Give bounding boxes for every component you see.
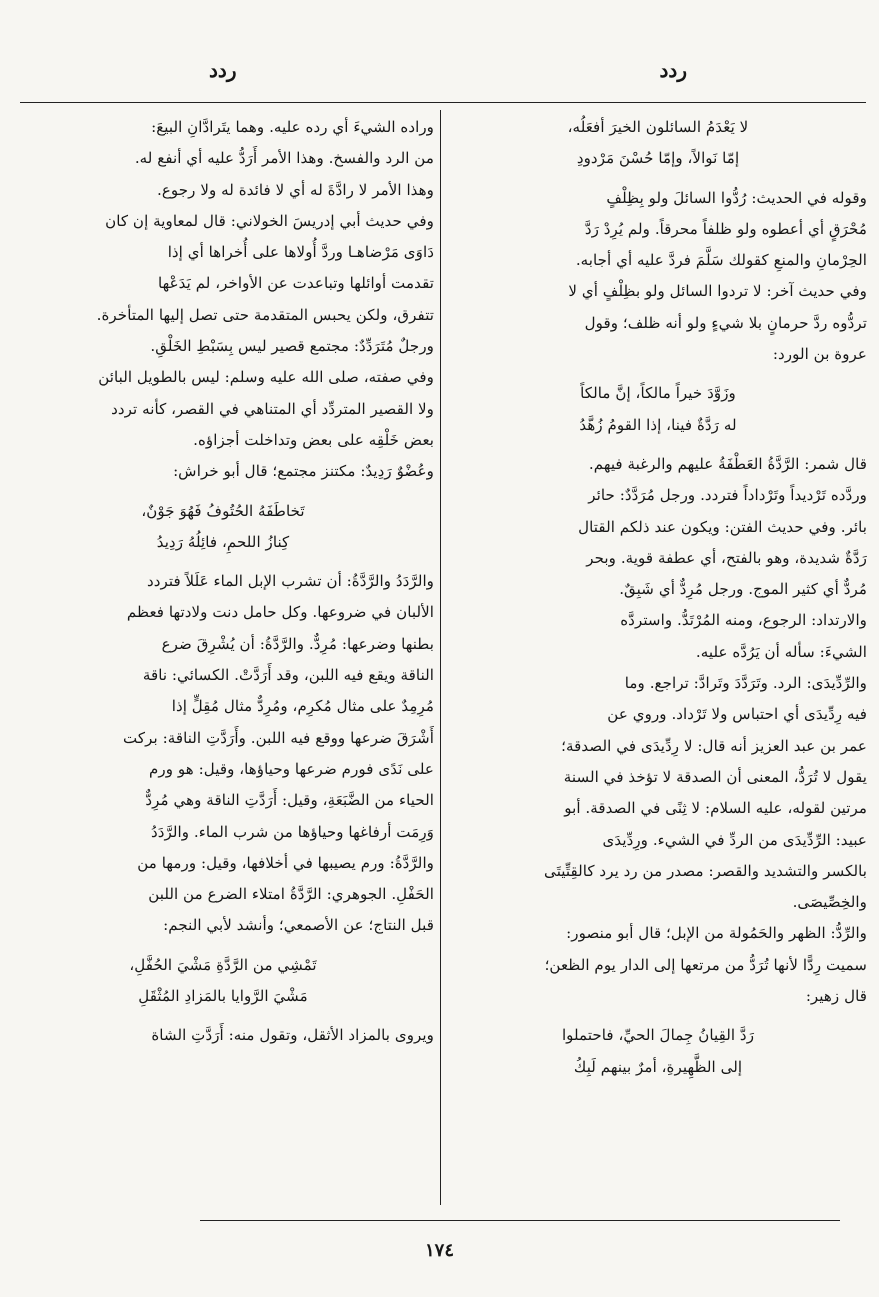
left-text-column xyxy=(12,112,434,1052)
text-line: مُرِمِدٌ على مثال مُكرِم، ومُرِدٌّ مثال مُقِلٍّ إذا xyxy=(171,697,434,716)
spacer xyxy=(12,488,434,496)
verse-line: رَدَّ القِيانُ جِمالَ الحيِّ، فاحتملوا xyxy=(561,1026,755,1045)
verse-line: تَمْشِي من الرَّدَّةِ مَشْيَ الحُفَّلِ، xyxy=(129,955,317,974)
text-line: بالكسر والتشديد والقصر: مصدر من رد يرد كالقِتِّيتَى xyxy=(544,861,867,880)
text-line: يقول لا تُرَدُّ، المعنى أن الصدقة لا تؤخذ في السنة xyxy=(563,767,867,786)
right-text-column xyxy=(449,112,867,1083)
text-line: ويروى بالمزاد الأثقل، وتقول منه: أَرَدَّتِ الشاة xyxy=(151,1026,434,1045)
verse-line: إلى الظَّهِيرةِ، أمرٌ بينهم لَبِكُ xyxy=(573,1057,743,1076)
verse-line: تَخاطَفَهُ الحُتُوفُ فَهُوَ جَوْنٌ، xyxy=(141,501,305,520)
spacer xyxy=(449,175,867,183)
verse-line: مَشْيَ الرَّوايا بالمَزادِ المُثْقَلِ xyxy=(138,987,308,1006)
page-number: ١٧٤ xyxy=(424,1240,454,1261)
text-line: والرِّدُّ: الظهر والحَمُولة من الإبل؛ قال أبو منصور: xyxy=(566,924,867,943)
footer-rule xyxy=(200,1220,840,1221)
text-line: والرَّدَدُ والرَّدَّةُ: أن تشرب الإبل الماء عَلَلاً فتردد xyxy=(146,572,434,591)
text-line: وعُضْوٌ رَدِيدٌ: مكتنز مجتمع؛ قال أبو خراش: xyxy=(173,462,434,481)
running-head-right: ردد xyxy=(659,58,687,82)
text-line: ورجلٌ مُتَرَدِّدٌ: مجتمع قصير ليس بِسَبْطِ الخَلْقِ. xyxy=(150,337,434,356)
text-line: الناقة ويقع فيه اللبن، وقد أَرَدَّتْ. الكسائي: ناقة xyxy=(142,666,434,685)
verse-line: له رَدَّةٌ فينا، إذا القومُ زُهَّدُ xyxy=(579,415,737,434)
text-line: فيه رِدِّيدَى أي احتباس ولا تَرْداد. وروي عن xyxy=(607,705,867,724)
verse-line: وزَوَّدَ خيراً مالكاً، إنَّ مالكاً xyxy=(580,384,736,403)
verse-line: إمّا نَوالاً، وإمّا حُسْنَ مَرْدودِ xyxy=(576,149,740,168)
text-line: تردُّوه ردَّ حرمانٍ بلا شيءٍ ولو أنه ظلف؛ وقول xyxy=(584,313,867,332)
spacer xyxy=(449,370,867,378)
text-line: قال شمر: الرَّدَّةُ العَطْفَةُ عليهم والرغبة فيهم. xyxy=(588,454,867,473)
running-head-left: ردد xyxy=(209,58,237,82)
spacer xyxy=(12,942,434,950)
text-line: على نَدًى فورم ضرعها وحياؤها، وقيل: هو ورم xyxy=(149,759,434,778)
text-line: وراده الشيءَ أي رده عليه. وهما يتَرادَّانِ البيعَ: xyxy=(151,118,434,136)
spacer xyxy=(12,558,434,566)
text-line: أَشْرَقَ ضرعها ووقع فيه اللبن. وأَرَدَّتِ الناقة: بركت xyxy=(123,728,434,747)
text-line: الشيءَ: سأله أن يَرُدَّه عليه. xyxy=(695,642,867,661)
verse-line: كِنازُ اللحمِ، فائِلُهُ رَدِيدُ xyxy=(156,532,290,551)
text-line: عبيد: الرِّدِّيدَى من الردِّ في الشيء. ورِدِّيدَى xyxy=(602,830,867,849)
text-line: وفي صفته، صلى الله عليه وسلم: ليس بالطويل البائن xyxy=(98,368,434,387)
text-line: مُحْرَقٍ أي أعطوه ولو ظلفاً محرقاً. ولم يُرِدْ رَدَّ xyxy=(584,219,867,238)
text-line: بطنها وضرعها: مُرِدٌّ. والرَّدَّةُ: أن يُشْرِقَ ضرع xyxy=(161,634,434,653)
text-line: مرتين لقوله، عليه السلام: لا ثِنًى في الصدقة. أبو xyxy=(564,799,867,818)
spacer xyxy=(449,1012,867,1020)
text-line: والخِصِّيصَى. xyxy=(792,893,867,912)
text-line: ولا القصير المتردِّد أي المتناهي في القصر، كأنه تردد xyxy=(111,399,434,418)
text-line: وقوله في الحديث: رُدُّوا السائلَ ولو بِظِلْفٍ xyxy=(606,188,867,207)
text-line: والرِّدِّيدَى: الرد. وتَرَدَّدَ وتَرادَّ: تراجع. وما xyxy=(624,674,867,693)
text-line: الحياء من الضَّبَعَةِ، وقيل: أَرَدَّتِ الناقة وهي مُرِدٌّ xyxy=(145,791,434,810)
text-line: رَدَّةٌ شديدة، وهو بالفتح، أي عطفة قوية. وبحر xyxy=(586,548,867,567)
text-line: الحَفْلِ. الجوهري: الرَّدَّةُ امتلاء الضرع من اللبن xyxy=(148,885,434,904)
verse-line: لا يَعْدَمُ السائلون الخيرَ أفعَلُه، xyxy=(567,118,749,136)
text-line: وَرِمَت أرفاغها وحياؤها من شرب الماء. والرَّدَدُ xyxy=(150,822,434,841)
text-line: بعض خَلْقِه على بعض وتداخلت أجزاؤه. xyxy=(193,430,434,449)
text-line: قال زهير: xyxy=(805,987,867,1006)
spacer xyxy=(12,1012,434,1020)
text-line: وهذا الأمر لا رادَّةَ له أي لا فائدة له ولا رجوع. xyxy=(157,180,434,199)
text-line: عمر بن عبد العزيز أنه قال: لا رِدِّيدَى في الصدقة؛ xyxy=(561,736,867,755)
text-line: بائر. وفي حديث الفتن: ويكون عند ذلكم القتال xyxy=(578,517,867,536)
text-line: تقدمت أوائلها وتباعدت عن الأواخر، لم يَدَعْها xyxy=(157,274,434,293)
text-line: والرَّدَّةُ: ورم يصيبها في أخلافها، وقيل: ورمها من xyxy=(137,853,434,872)
text-line: وردَّده تَرْديداً وتَرْداداً فتردد. ورجل مُرَدَّدٌ: حائر xyxy=(588,486,867,505)
text-line: الألبان في ضروعها. وكل حامل دنت ولادتها فعظم xyxy=(126,603,434,622)
text-line: من الرد والفسخ. وهذا الأمر أَرَدُّ عليه أي أنفع له. xyxy=(134,149,434,168)
text-line: تتفرق، ولكن يحبس المتقدمة حتى تصل إليها المتأخرة. xyxy=(96,305,434,324)
text-line: وفي حديث آخر: لا تردوا السائل ولو بظِلْفٍ أي لا xyxy=(568,282,867,301)
text-line: الحِرْمانِ والمنعِ كقولك سَلَّمَ فردَّ عليه أي أجابه. xyxy=(575,251,867,270)
text-line: مُردٌّ أي كثير الموج. ورجل مُرِدٌّ أي شَبِقٌ. xyxy=(619,580,867,599)
text-line: قبل النتاج؛ عن الأصمعي؛ وأنشد لأبي النجم: xyxy=(163,916,434,935)
spacer xyxy=(449,441,867,449)
text-line: عروة بن الورد: xyxy=(772,345,867,364)
text-line: سميت رِدًّا لأنها تُرَدُّ من مرتعها إلى الدار يوم الظعن؛ xyxy=(544,955,867,974)
text-line: والارتداد: الرجوع، ومنه المُرْتَدُّ. واستردَّه xyxy=(620,611,867,630)
text-line: وفي حديث أبي إدريسَ الخولاني: قال لمعاوية إن كان xyxy=(105,211,434,230)
text-line: دَاوَى مَرْضاهـا وردَّ أُولاها على أُخراها أي إذا xyxy=(167,243,434,262)
column-divider xyxy=(440,110,441,1205)
header-rule xyxy=(20,102,866,103)
